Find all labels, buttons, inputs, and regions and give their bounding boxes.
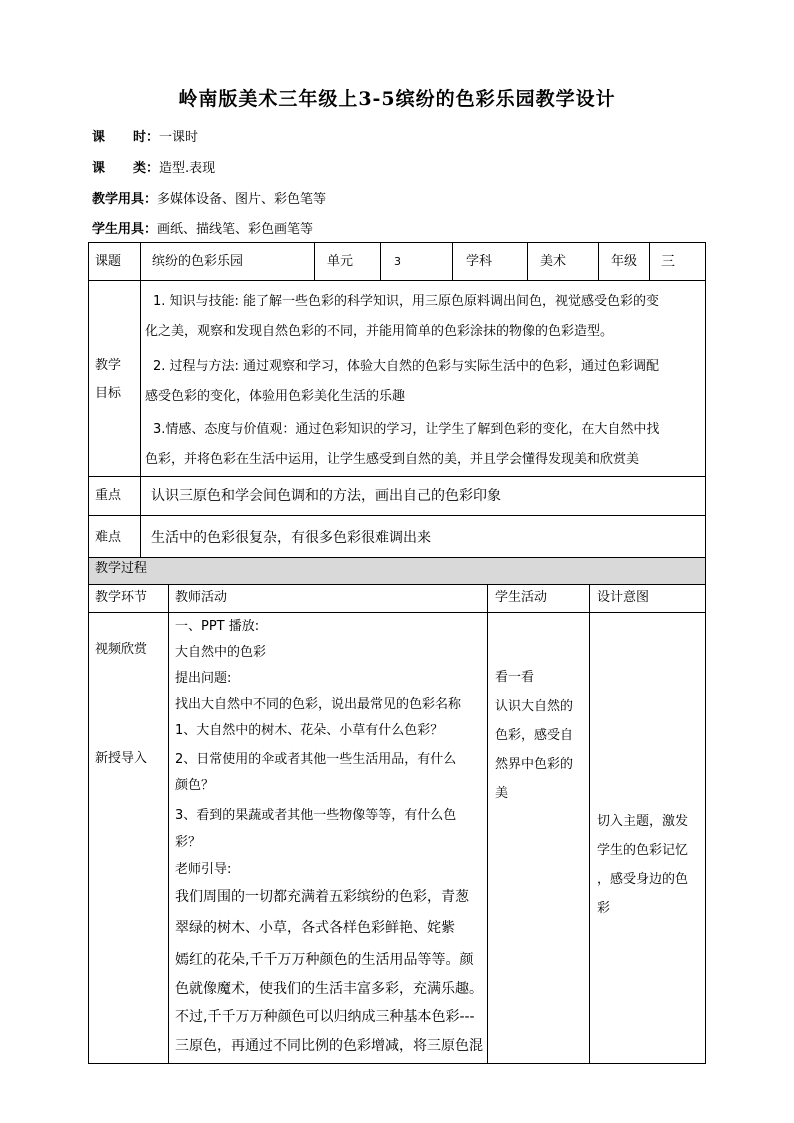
key-point-text: 认识三原色和学会间色调和的方法，画出自己的色彩印象 xyxy=(151,488,501,504)
intent-line: 彩 xyxy=(597,901,611,916)
objective-line: 色彩，并将色彩在生活中运用，让学生感受到自然的美，并且学会懂得发现美和欣赏美 xyxy=(145,452,640,467)
meta-value: 造型.表现 xyxy=(159,161,216,176)
intent-line: 切入主题，激发 xyxy=(597,814,689,829)
objective-line: 2. 过程与方法: 通过观察和学习，体验大自然的色彩与实际生活中的色彩，通过色彩调配 xyxy=(153,359,660,374)
process-title-band xyxy=(89,558,705,584)
teacher-line: 我们周围的一切都充满着五彩缤纷的色彩，青葱 xyxy=(175,889,469,905)
meta-student-tools xyxy=(92,218,313,237)
teacher-line: 三原色，再通过不同比例的色彩增减，将三原色混 xyxy=(175,1038,483,1054)
cell-grade-value: 三 xyxy=(661,254,675,270)
col-divider xyxy=(589,584,590,1064)
objective-item xyxy=(145,287,700,347)
teacher-line: 3、看到的果蔬或者其他一些物像等等，有什么色 xyxy=(175,808,457,823)
objective-line: 1. 知识与技能: 能了解一些色彩的科学知识，用三原色原料调出间色，视觉感受色彩的变 xyxy=(153,294,660,309)
student-line: 美 xyxy=(495,786,509,801)
intent-line: ，感受身边的色 xyxy=(597,872,689,887)
meta-label: 学生用具： xyxy=(92,222,158,237)
cell-unit-value: 3 xyxy=(394,255,401,268)
objective-item xyxy=(145,415,700,475)
meta-type xyxy=(92,157,215,176)
cell-discipline-value: 美术 xyxy=(540,254,567,269)
student-line: 然界中色彩的 xyxy=(495,757,574,772)
teacher-line: 翠绿的树木、小草，各式各样色彩鲜艳、姹紫 xyxy=(175,920,455,936)
row-divider xyxy=(89,476,706,477)
teacher-line: 彩？ xyxy=(175,835,202,850)
teacher-line: 提出问题: xyxy=(175,671,232,686)
objective-line: 感受色彩的变化，体验用色彩美化生活的乐趣 xyxy=(145,389,406,404)
teacher-line: 颜色？ xyxy=(175,778,215,793)
cell-discipline-label: 学科 xyxy=(466,254,493,269)
difficulty-text: 生活中的色彩很复杂，有很多色彩很难调出来 xyxy=(151,530,431,546)
col-header-teacher: 教师活动 xyxy=(175,590,228,605)
cell-subject-label: 课题 xyxy=(95,254,122,269)
objective-line: 化之美，观察和发现自然色彩的不同，并能用简单的色彩涂抹的物像的色彩造型。 xyxy=(145,324,614,339)
meta-value: 多媒体设备、图片、彩色笔等 xyxy=(157,192,327,207)
meta-label-b: 类： xyxy=(133,161,160,176)
page-title: 岭南版美术三年级上3-5缤纷的色彩乐园教学设计 xyxy=(178,88,616,110)
col-divider xyxy=(140,280,141,558)
col-header-stage: 教学环节 xyxy=(95,590,148,605)
teacher-line: 一、PPT 播放: xyxy=(175,619,260,634)
col-divider xyxy=(140,243,141,280)
student-line: 认识大自然的 xyxy=(495,699,574,714)
student-line: 看一看 xyxy=(495,670,535,685)
teacher-line: 色就像魔术，使我们的生活丰富多彩，充满乐趣。 xyxy=(175,981,483,997)
teacher-line: 找出大自然中不同的色彩，说出最常见的色彩名称 xyxy=(175,697,462,712)
meta-label: 教学用具： xyxy=(92,192,158,207)
key-point-label: 重点 xyxy=(95,488,122,503)
col-header-student: 学生活动 xyxy=(495,590,548,605)
student-line: 色彩，感受自 xyxy=(495,728,574,743)
cell-grade-label: 年级 xyxy=(611,254,638,269)
meta-label-a: 课 xyxy=(92,161,106,176)
col-header-intent: 设计意图 xyxy=(597,590,650,605)
objective-item xyxy=(145,352,700,412)
row-divider xyxy=(89,515,706,516)
row-divider xyxy=(89,612,706,613)
row-divider xyxy=(89,280,706,281)
objectives-label-1: 教学 xyxy=(95,358,122,373)
meta-teaching-tools xyxy=(92,188,326,207)
design-intent xyxy=(597,807,703,923)
col-divider xyxy=(487,584,488,1064)
stage-video: 视频欣赏 xyxy=(95,642,148,657)
cell-unit-label: 单元 xyxy=(327,254,354,269)
teacher-line: 嫣红的花朵,千千万万种颜色的生活用品等等。颜 xyxy=(175,952,474,968)
lesson-table xyxy=(88,242,706,1064)
col-divider xyxy=(168,584,169,1064)
difficulty-label: 难点 xyxy=(95,530,122,545)
teacher-line: 2、日常使用的伞或者其他一些生活用品，有什么 xyxy=(175,752,457,767)
intent-line: 学生的色彩记忆 xyxy=(597,843,689,858)
col-divider xyxy=(649,243,650,280)
row-divider xyxy=(89,557,706,558)
col-divider xyxy=(380,243,381,280)
meta-value: 画纸、描线笔、彩色画笔等 xyxy=(157,222,314,237)
col-divider xyxy=(452,243,453,280)
teacher-line: 不过,千千万万种颜色可以归纳成三种基本色彩--- xyxy=(175,1009,475,1025)
row-divider xyxy=(89,584,706,585)
objectives-label-2: 目标 xyxy=(95,386,122,401)
stage-intro: 新授导入 xyxy=(95,751,148,766)
process-title: 教学过程 xyxy=(95,561,148,576)
meta-duration xyxy=(92,126,198,145)
objective-line: 3.情感、态度与价值观：通过色彩知识的学习，让学生了解到色彩的变化，在大自然中找 xyxy=(153,422,660,437)
teacher-line: 老师引导: xyxy=(175,862,232,877)
cell-subject-value: 缤纷的色彩乐园 xyxy=(152,254,244,269)
teacher-line: 大自然中的色彩 xyxy=(175,645,267,660)
meta-value: 一课时 xyxy=(159,130,199,145)
col-divider xyxy=(598,243,599,280)
student-activity xyxy=(495,663,587,808)
col-divider xyxy=(527,243,528,280)
col-divider xyxy=(314,243,315,280)
meta-label-a: 课 xyxy=(92,130,106,145)
teacher-line: 1、大自然中的树木、花朵、小草有什么色彩？ xyxy=(175,723,444,738)
meta-label-b: 时： xyxy=(133,130,160,145)
